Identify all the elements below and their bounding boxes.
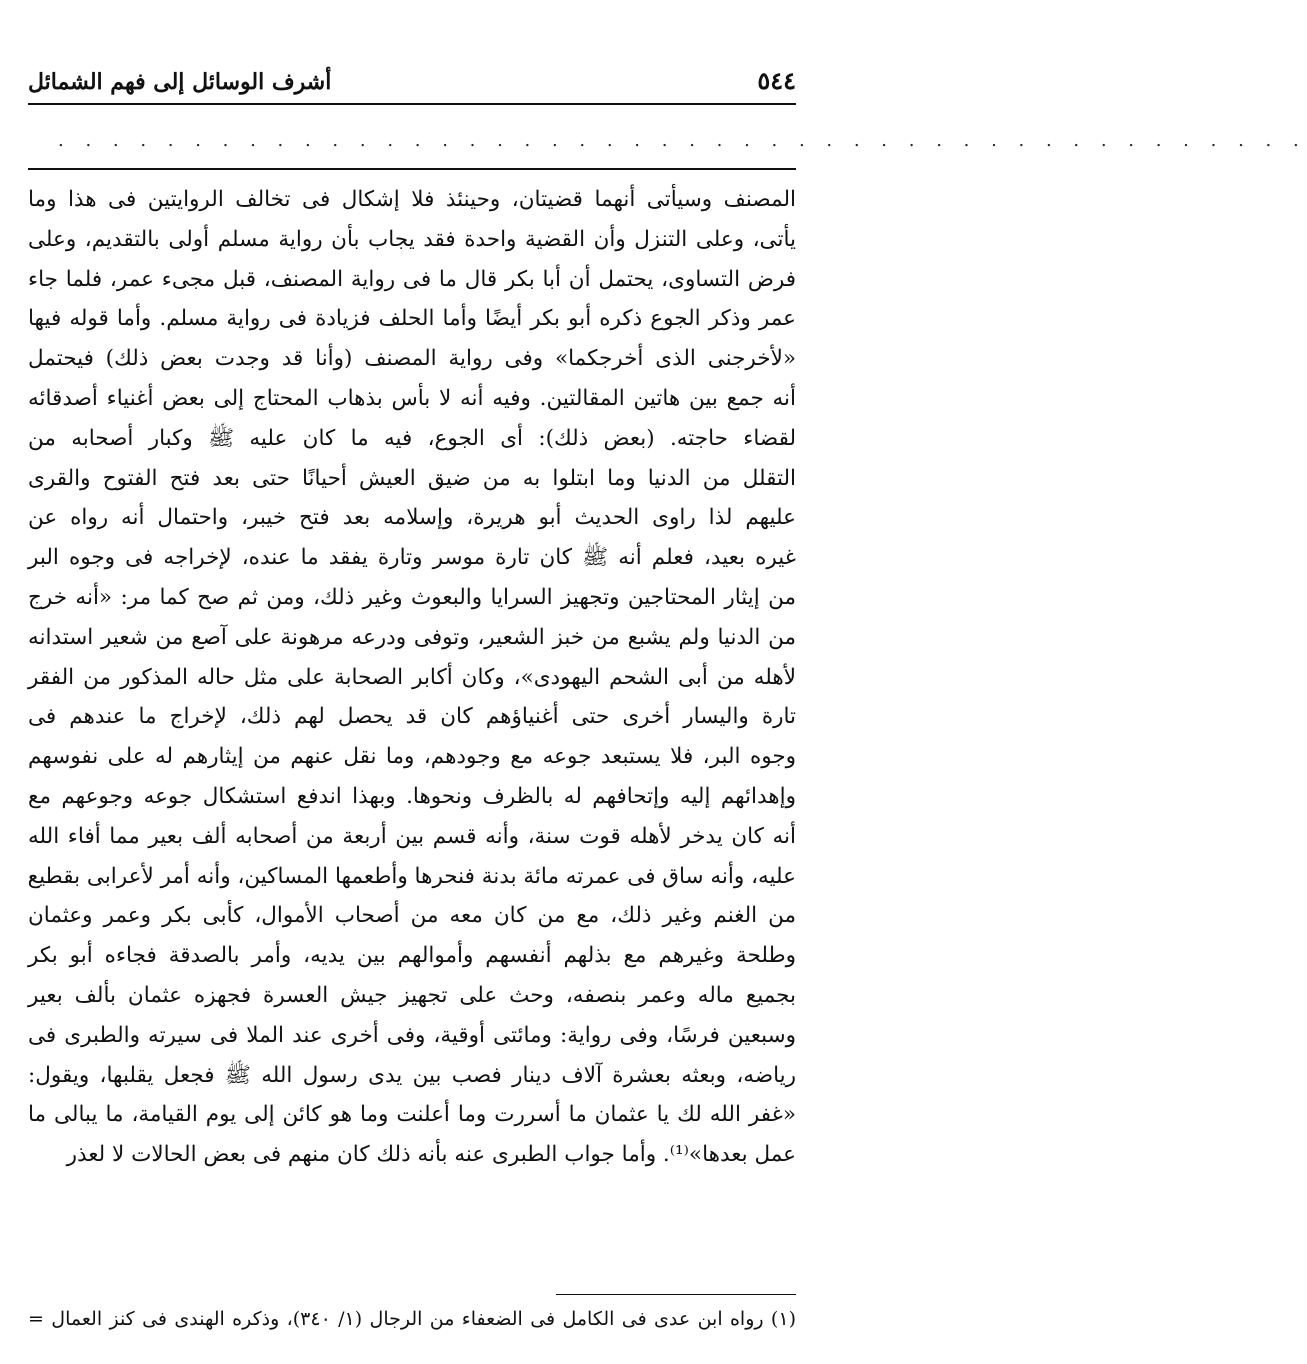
book-title: أشرف الوسائل إلى فهم الشمائل [28, 69, 332, 95]
text-line: التقلل من الدنيا وما ابتلوا به من ضيق العيش أحيانًا حتى بعد فتح الفتوح والقرى [28, 465, 796, 491]
text-line: وجوه البر، فلا يستبعد جوعه مع وجودهم، وما نقل عنهم من إيثارهم له على نفوسهم [28, 744, 796, 770]
text-line: أنه كان يدخر لأهله قوت سنة، وأنه قسم بين أربعة من أصحابه ألف بعير مما أفاء الله [28, 823, 796, 849]
text-line: وسبعين فرسًا، وفى رواية: ومائتى أوقية، وفى أخرى عند الملا فى سيرته والطبرى فى [28, 1022, 796, 1048]
body-text [28, 180, 796, 1175]
text-line: وإهدائهم إليه وإتحافهم له بالظرف ونحوها. وبهذا اندفع استشكال جوعه وجوعهم مع [28, 783, 796, 809]
text-line: رياضه، وبعثه بعشرة آلاف دينار فصب بين يدى رسول الله ﷺ فجعل يقلبها، ويقول: [28, 1062, 796, 1088]
text-line: «غفر الله لك يا عثمان ما أسررت وما أعلنت وما هو كائن إلى يوم القيامة، ما يبالى ما [28, 1102, 796, 1128]
text-line: من الدنيا ولم يشبع من خبز الشعير، وتوفى ودرعه مرهونة على آصع من شعير استدانه [28, 624, 796, 650]
text-line: لقضاء حاجته. (بعض ذلك): أى الجوع، فيه ما كان عليه ﷺ وكبار أصحابه من [28, 425, 796, 451]
text-line: أنه جمع بين هاتين المقالتين. وفيه أنه لا بأس بذهاب المحتاج إلى بعض أغنياء أصدقائه [28, 385, 796, 411]
document-page [27, 0, 1307, 1364]
text-line: وطلحة وغيرهم مع بذلهم أنفسهم وأموالهم بين يديه، وأمر بالصدقة فجاءه أبو بكر [28, 943, 796, 969]
text-line: عليهم لذا راوى الحديث أبو هريرة، وإسلامه بعد فتح خيبر، واحتمال أنه رواه عن [28, 505, 796, 531]
page-header [28, 55, 796, 95]
text-line: المصنف وسيأتى أنهما قضيتان، وحينئذ فلا إشكال فى تخالف الروايتين فى هذا وما [28, 187, 796, 212]
text-line: من الغنم وغير ذلك، مع من كان معه من أصحاب الأموال، كأبى بكر وعمر وعثمان [28, 903, 796, 929]
separator-dots: . . . . . . . . . . . . . . . . . . . . . . . . . . . . . . . . . . . . . . . . . . . . . . [58, 130, 1307, 151]
text-line: يأتى، وعلى التنزل وأن القضية واحدة فقد يجاب بأن رواية مسلم أولى بالتقديم، وعلى [28, 226, 796, 252]
text-line: بجميع ماله وعمر بنصفه، وحث على تجهيز جيش العسرة فجهزه عثمان بألف بعير [28, 982, 796, 1008]
footnote: (١) رواه ابن عدى فى الكامل فى الضعفاء من الرجال (١/ ٣٤٠)، وذكره الهندى فى كنز العمال = [28, 1308, 796, 1330]
text-line: غيره بعيد، فعلم أنه ﷺ كان تارة موسر وتارة يفقد ما عنده، لإخراجه فى وجوه البر [28, 545, 796, 571]
text-line: عمل بعدها»⁽¹⁾. وأما جواب الطبرى عنه بأنه ذلك كان منهم فى بعض الحالات لا لعذر [66, 1142, 796, 1168]
text-line: «لأخرجنى الذى أخرجكما» وفى رواية المصنف (وأنا قد وجدت بعض ذلك) فيحتمل [28, 346, 796, 372]
text-line: عمر وذكر الجوع ذكره أبو بكر أيضًا وأما الحلف فزيادة فى رواية مسلم. وأما قوله فيها [28, 306, 796, 332]
text-line: فرض التساوى، يحتمل أن أبا بكر قال ما فى رواية المصنف، قبل مجىء عمر، فلما جاء [28, 266, 796, 292]
text-line: عليه، وأنه ساق فى عمرته مائة بدنة فنحرها وأطعمها المساكين، وأنه أمر لأعرابى بقطيع [27, 863, 796, 889]
page-number: ٥٤٤ [757, 66, 796, 95]
header-rule [28, 103, 796, 105]
text-line: لأهله من أبى الشحم اليهودى»، وكان أكابر الصحابة على مثل حاله المذكور من الفقر [28, 664, 796, 690]
text-line: من إيثار المحتاجين وتجهيز السرايا والبعوث وغير ذلك، ومن ثم صح كما مر: «أنه خرج [28, 584, 796, 610]
separator-rule [28, 168, 796, 170]
footnote-rule [556, 1294, 796, 1295]
text-line: تارة واليسار أخرى حتى أغنياؤهم كان قد يحصل لهم ذلك، لإخراج ما عندهم فى [28, 704, 796, 730]
